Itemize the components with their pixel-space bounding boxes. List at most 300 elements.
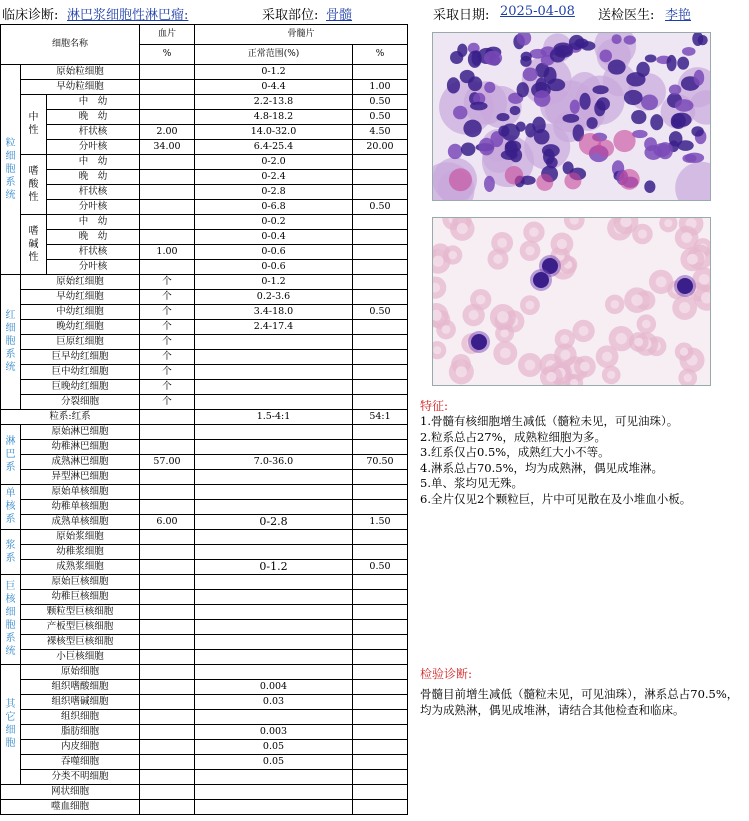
red-cell-pallor (616, 333, 627, 344)
blood-pct-cell: 个 (140, 395, 195, 410)
cell-nucleus (496, 113, 509, 121)
blood-pct-cell (140, 185, 195, 200)
cell-name: 网状细胞 (1, 785, 140, 800)
table-row (1, 305, 408, 320)
blood-pct-cell: 个 (140, 320, 195, 335)
table-row (1, 680, 408, 695)
red-cell-pallor (469, 310, 479, 320)
red-cell-pallor (699, 274, 710, 285)
cell-nucleus (586, 117, 597, 129)
table-row (1, 95, 408, 110)
cell-nucleus (505, 140, 521, 152)
normal-range-cell: 1.5-4:1 (195, 410, 353, 425)
blood-pct-cell (140, 710, 195, 725)
group-label-text: 淋巴系 (5, 435, 16, 473)
red-cell-pallor (580, 362, 590, 372)
cell-name: 中 幼 (47, 95, 140, 110)
blood-pct-cell (140, 665, 195, 680)
normal-range-cell (195, 395, 353, 410)
table-row (1, 635, 408, 650)
red-cell-pallor (476, 295, 486, 305)
blood-pct-cell (140, 560, 195, 575)
cell-nucleus (667, 55, 677, 71)
subgroup-label-text: 嗜酸性 (28, 165, 39, 203)
blood-pct-cell (140, 155, 195, 170)
red-cell-pallor (457, 223, 468, 234)
group-label-text: 粒细胞系统 (5, 137, 16, 201)
marrow-pct-cell (353, 500, 408, 515)
table-row (1, 65, 408, 80)
marrow-pct-cell (353, 380, 408, 395)
blood-pct-cell: 57.00 (140, 455, 195, 470)
diagnosis-label: 临床诊断: (2, 8, 59, 23)
cell-name: 中 幼 (47, 215, 140, 230)
normal-range-cell (195, 380, 353, 395)
normal-range-cell (195, 425, 353, 440)
lymphocyte-nucleus (533, 272, 549, 288)
red-cell-pallor (525, 360, 536, 371)
table-row (1, 215, 408, 230)
cell-nucleus (470, 102, 488, 111)
red-cell-pallor (679, 302, 690, 313)
blood-pct-cell: 个 (140, 365, 195, 380)
cell-name: 分叶核 (47, 200, 140, 215)
red-cell-pallor (656, 276, 667, 287)
cell-nucleus (498, 125, 509, 136)
blood-pct-cell (140, 170, 195, 185)
table-row (1, 170, 408, 185)
red-cell-pallor (493, 254, 502, 263)
table-row (1, 455, 408, 470)
date-label: 采取日期: (433, 8, 490, 23)
blood-pct-cell (140, 635, 195, 650)
table-row (1, 485, 408, 500)
cell-nucleus (570, 100, 580, 114)
cell-name: 分叶核 (47, 260, 140, 275)
red-cell-pallor (579, 326, 589, 336)
red-cell-pallor (684, 374, 692, 382)
red-cell-pallor (433, 346, 441, 354)
normal-range-cell (195, 545, 353, 560)
table-row (1, 710, 408, 725)
blood-pct-cell (140, 725, 195, 740)
cell-nucleus (453, 106, 467, 119)
cell-name: 分类不明细胞 (21, 770, 140, 785)
table-row (1, 515, 408, 530)
cell-nucleus (592, 85, 608, 94)
red-cell-pallor (525, 301, 534, 310)
marrow-pct-cell (353, 575, 408, 590)
cell-nucleus (448, 144, 463, 159)
feature-item: 6.全片仅见2个颗粒巨，片中可见散在及小堆血小板。 (420, 491, 692, 506)
header-blood-smear: 血片 (140, 25, 195, 45)
marrow-pct-cell (353, 440, 408, 455)
cell-nucleus (534, 90, 551, 107)
normal-range-cell: 4.8-18.2 (195, 110, 353, 125)
cell-name: 杆状核 (47, 185, 140, 200)
table-row (1, 620, 408, 635)
marrow-pct-cell (353, 335, 408, 350)
cell-name: 杆状核 (47, 245, 140, 260)
lymphocyte-nucleus (677, 278, 693, 294)
normal-range-cell (195, 635, 353, 650)
normal-range-cell: 0.004 (195, 680, 353, 695)
cell-name: 组织嗜酸细胞 (21, 680, 140, 695)
table-row (1, 365, 408, 380)
marrow-pct-cell (353, 290, 408, 305)
normal-range-cell: 0.003 (195, 725, 353, 740)
cell-nucleus (516, 122, 526, 132)
cell-name: 巨晚幼红细胞 (21, 380, 140, 395)
cell-nucleus (650, 114, 663, 130)
blood-pct-cell: 6.00 (140, 515, 195, 530)
features-list (420, 414, 740, 507)
blood-pct-cell (140, 485, 195, 500)
normal-range-cell: 0-1.2 (195, 65, 353, 80)
pink-cell (505, 166, 523, 184)
table-row (1, 260, 408, 275)
cell-nucleus (677, 57, 689, 70)
table-row (1, 545, 408, 560)
cell-nucleus (579, 93, 590, 110)
blood-pct-cell (140, 800, 195, 815)
subgroup-label-neutro (21, 95, 47, 155)
cell-name: 原始浆细胞 (21, 530, 140, 545)
normal-range-cell (195, 440, 353, 455)
marrow-pct-cell (353, 770, 408, 785)
feature-item: 3.红系仅占0.5%，成熟红大小不等。 (420, 445, 610, 459)
blood-pct-cell: 个 (140, 380, 195, 395)
normal-range-cell (195, 770, 353, 785)
normal-range-cell: 0-1.2 (195, 275, 353, 290)
cell-name: 中幼红细胞 (21, 305, 140, 320)
red-cell-pallor (529, 227, 539, 237)
marrow-pct-cell (353, 470, 408, 485)
marrow-pct-cell (353, 605, 408, 620)
header-marrow-pct: % (353, 45, 408, 65)
cell-name: 幼稚淋巴细胞 (21, 440, 140, 455)
marrow-pct-cell: 1.00 (353, 80, 408, 95)
blood-pct-cell (140, 650, 195, 665)
normal-range-cell (195, 650, 353, 665)
blood-pct-cell (140, 590, 195, 605)
cell-count-table (0, 24, 408, 815)
group-label-text: 其它细胞 (5, 699, 16, 749)
red-cell-pallor (500, 329, 509, 338)
table-row (1, 590, 408, 605)
normal-range-cell (195, 785, 353, 800)
red-cell-pallor (681, 232, 692, 243)
red-cell-pallor (602, 352, 612, 362)
marrow-pct-cell (353, 785, 408, 800)
normal-range-cell: 0-0.6 (195, 245, 353, 260)
normal-range-cell (195, 365, 353, 380)
table-row (1, 470, 408, 485)
marrow-pct-cell (353, 635, 408, 650)
blood-pct-cell: 个 (140, 275, 195, 290)
table-row (1, 695, 408, 710)
group-label-text: 浆系 (5, 539, 16, 564)
marrow-pct-cell: 20.00 (353, 140, 408, 155)
normal-range-cell: 14.0-32.0 (195, 125, 353, 140)
subgroup-label-text: 中性 (28, 112, 39, 136)
blood-pct-cell (140, 200, 195, 215)
blood-pct-cell (140, 425, 195, 440)
cell-name: 小巨核细胞 (21, 650, 140, 665)
red-cell-pallor (687, 254, 698, 265)
cell-nucleus (624, 35, 636, 44)
marrow-pct-cell (353, 275, 408, 290)
red-cell-pallor (442, 325, 451, 334)
cell-nucleus (569, 35, 585, 50)
normal-range-cell (195, 500, 353, 515)
cell-name: 内皮细胞 (21, 740, 140, 755)
cell-name: 原始单核细胞 (21, 485, 140, 500)
red-cell-pallor (448, 251, 457, 260)
marrow-pct-cell (353, 230, 408, 245)
normal-range-cell (195, 710, 353, 725)
marrow-smear-image (433, 218, 710, 385)
normal-range-cell: 0.03 (195, 695, 353, 710)
blood-pct-cell (140, 500, 195, 515)
cell-nucleus (612, 34, 622, 44)
blood-pct-cell (140, 680, 195, 695)
pink-cell (564, 172, 581, 189)
cell-nucleus (624, 90, 643, 105)
table-row (1, 155, 408, 170)
group-label-text: 巨核细胞系统 (5, 581, 16, 657)
table-row (1, 110, 408, 125)
blood-pct-cell: 个 (140, 335, 195, 350)
table-row (1, 725, 408, 740)
cell-nucleus (517, 82, 529, 97)
cell-nucleus (520, 56, 531, 67)
group-label-lymph (1, 425, 21, 485)
diagnosis-title: 检验诊断: (420, 667, 473, 681)
normal-range-cell: 0-2.8 (195, 185, 353, 200)
feature-item: 5.单、浆均见无殊。 (420, 476, 523, 490)
cell-nucleus (447, 77, 460, 93)
table-row (1, 650, 408, 665)
marrow-pct-cell (353, 665, 408, 680)
table-row (1, 125, 408, 140)
table-row (1, 785, 408, 800)
cell-name: 巨中幼红细胞 (21, 365, 140, 380)
blood-pct-cell (140, 215, 195, 230)
table-row (1, 335, 408, 350)
subgroup-label-baso (21, 215, 47, 275)
blood-pct-cell (140, 470, 195, 485)
marrow-pct-cell: 0.50 (353, 110, 408, 125)
cell-nucleus (626, 72, 645, 86)
normal-range-cell: 0-0.2 (195, 215, 353, 230)
normal-range-cell (195, 590, 353, 605)
cell-nucleus (641, 94, 658, 110)
red-cell-pallor (610, 300, 619, 309)
marrow-pct-cell (353, 365, 408, 380)
red-cell-pallor (664, 219, 672, 227)
cell-name: 原始巨核细胞 (21, 575, 140, 590)
table-row (1, 800, 408, 815)
marrow-pct-cell (353, 350, 408, 365)
report-header (0, 0, 749, 24)
cell-name: 异型淋巴细胞 (21, 470, 140, 485)
cell-nucleus (562, 114, 579, 123)
cell-nucleus (461, 142, 476, 156)
normal-range-cell (195, 605, 353, 620)
cell-nucleus (523, 68, 538, 82)
pink-cell (597, 140, 614, 157)
cell-nucleus (682, 47, 696, 56)
cell-nucleus (675, 99, 694, 111)
normal-range-cell: 0-4.4 (195, 80, 353, 95)
normal-range-cell: 0-2.0 (195, 155, 353, 170)
cell-name: 巨早幼红细胞 (21, 350, 140, 365)
cell-name: 噬血细胞 (1, 800, 140, 815)
blood-pct-cell (140, 770, 195, 785)
marrow-pct-cell (353, 395, 408, 410)
blood-pct-cell: 个 (140, 305, 195, 320)
marrow-pct-cell (353, 215, 408, 230)
table-row (1, 380, 408, 395)
pink-cell (619, 169, 640, 190)
normal-range-cell (195, 335, 353, 350)
normal-range-cell (195, 620, 353, 635)
blood-pct-cell (140, 410, 195, 425)
cell-nucleus (563, 161, 574, 174)
marrow-pct-cell: 4.50 (353, 125, 408, 140)
normal-range-cell: 7.0-36.0 (195, 455, 353, 470)
marrow-pct-cell (353, 530, 408, 545)
pink-cell (536, 174, 553, 191)
cell-nucleus (691, 126, 703, 136)
marrow-pct-cell (353, 695, 408, 710)
marrow-pct-cell (353, 185, 408, 200)
cell-name: 裸核型巨核细胞 (21, 635, 140, 650)
diagnosis-text: 骨髓目前增生减低（髓粒未见，可见油珠），淋系总占70.5%，均为成熟淋，偶见成堆淋，请结合其他检查和临床。 (420, 687, 739, 717)
red-cell-pallor (525, 246, 534, 255)
normal-range-cell (195, 470, 353, 485)
normal-range-cell: 0.05 (195, 755, 353, 770)
pink-cell (449, 168, 472, 191)
marrow-pct-cell (353, 755, 408, 770)
cell-nucleus (510, 106, 521, 115)
group-label-mono (1, 485, 21, 530)
table-row (1, 530, 408, 545)
marrow-pct-cell (353, 155, 408, 170)
blood-pct-cell (140, 440, 195, 455)
marrow-pct-cell: 0.50 (353, 560, 408, 575)
cell-nucleus (608, 60, 626, 75)
blood-pct-cell (140, 230, 195, 245)
blood-pct-cell (140, 65, 195, 80)
blood-pct-cell (140, 605, 195, 620)
marrow-pct-cell (353, 65, 408, 80)
table-row (1, 320, 408, 335)
cell-name: 原始粒细胞 (21, 65, 140, 80)
marrow-pct-cell (353, 620, 408, 635)
diagnosis-value: 淋巴浆细胞性淋巴瘤: (67, 8, 189, 23)
group-label-other (1, 665, 21, 785)
marrow-pct-cell (353, 170, 408, 185)
normal-range-cell: 3.4-18.0 (195, 305, 353, 320)
group-label-text: 单核系 (5, 488, 16, 525)
cell-name: 晚 幼 (47, 110, 140, 125)
cell-nucleus (644, 145, 662, 160)
cell-nucleus (671, 113, 686, 129)
cell-name: 早幼红细胞 (21, 290, 140, 305)
cell-name: 原始淋巴细胞 (21, 425, 140, 440)
table-row (1, 575, 408, 590)
blood-pct-cell: 个 (140, 350, 195, 365)
normal-range-cell: 0-6.8 (195, 200, 353, 215)
cell-name: 杆状核 (47, 125, 140, 140)
cell-name: 分裂细胞 (21, 395, 140, 410)
blood-pct-cell (140, 545, 195, 560)
cell-name: 原始红细胞 (21, 275, 140, 290)
red-cell-pallor (631, 294, 643, 306)
table-row (1, 140, 408, 155)
red-cell-pallor (638, 229, 647, 238)
doctor-label: 送检医生: (598, 8, 655, 23)
normal-range-cell: 0-2.4 (195, 170, 353, 185)
marrow-pct-cell (353, 710, 408, 725)
cell-name: 幼稚浆细胞 (21, 545, 140, 560)
cell-nucleus (460, 70, 475, 83)
marrow-pct-cell: 70.50 (353, 455, 408, 470)
cell-nucleus (669, 131, 683, 146)
marrow-pct-cell: 1.50 (353, 515, 408, 530)
cell-nucleus (669, 84, 681, 94)
cell-name: 晚幼红细胞 (21, 320, 140, 335)
normal-range-cell: 6.4-25.4 (195, 140, 353, 155)
cell-name: 早幼粒细胞 (21, 80, 140, 95)
normal-range-cell: 2.2-13.8 (195, 95, 353, 110)
cell-nucleus (484, 176, 495, 192)
cell-name: 成熟浆细胞 (21, 560, 140, 575)
normal-range-cell (195, 485, 353, 500)
cell-nucleus (543, 67, 556, 84)
marrow-pct-cell (353, 545, 408, 560)
cell-nucleus (644, 180, 655, 193)
marrow-photo-cluster (432, 32, 711, 201)
normal-range-cell: 0-0.6 (195, 260, 353, 275)
cell-nucleus (631, 110, 646, 124)
table-row (1, 440, 408, 455)
marrow-pct-cell: 54:1 (353, 410, 408, 425)
normal-range-cell: 0-0.4 (195, 230, 353, 245)
feature-item: 2.粒系总占27%，成熟粒细胞为多。 (420, 429, 607, 444)
table-row (1, 740, 408, 755)
normal-range-cell (195, 665, 353, 680)
cell-nucleus (550, 48, 566, 62)
blood-pct-cell: 2.00 (140, 125, 195, 140)
red-cell-pallor (497, 238, 507, 248)
table-row (1, 395, 408, 410)
cell-name: 晚 幼 (47, 230, 140, 245)
marrow-photo-smear (432, 217, 711, 386)
marrow-pct-cell (353, 680, 408, 695)
cell-nucleus (599, 49, 612, 62)
cell-nucleus (530, 49, 547, 59)
header-blood-pct: % (140, 45, 195, 65)
marrow-pct-cell: 0.50 (353, 305, 408, 320)
cell-nucleus (463, 120, 481, 138)
table-row (1, 665, 408, 680)
blood-pct-cell: 34.00 (140, 140, 195, 155)
table-row (1, 80, 408, 95)
red-cell-pallor (607, 371, 615, 379)
